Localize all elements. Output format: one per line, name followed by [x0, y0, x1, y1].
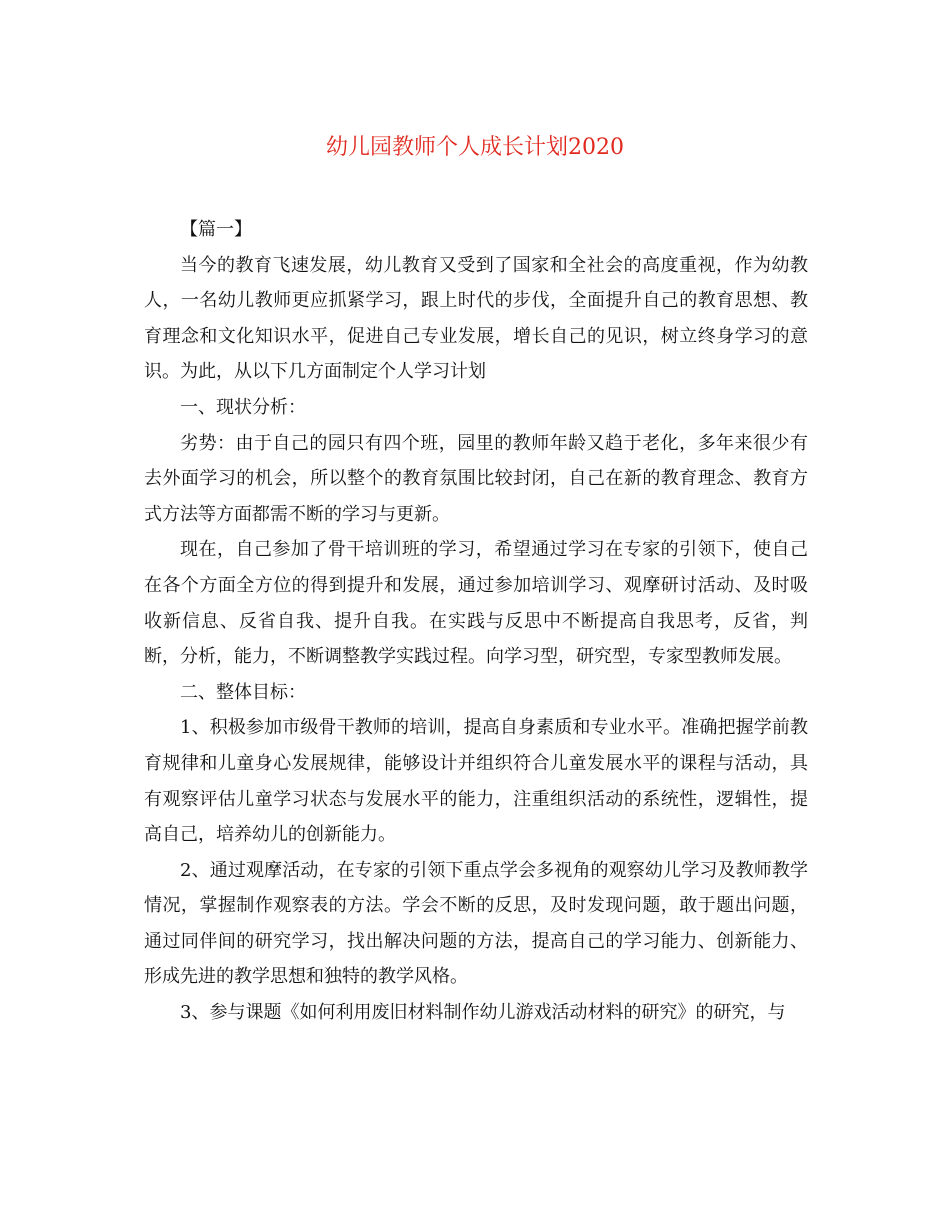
section-heading-current-analysis: 一、现状分析： [180, 396, 306, 418]
paragraph-weaknesses: 劣势：由于自己的园只有四个班，园里的教师年龄又趋于老化，多年来很少有去外面学习的机会，所以整个的教育氛围比较封闭，自己在新的教育理念、教育方式方法等方面都需不断的学习与更新。 [144, 432, 808, 525]
paragraph-introduction: 当今的教育飞速发展，幼儿教育又受到了国家和全社会的高度重视，作为幼教人，一名幼儿教师更应抓紧学习，跟上时代的步伐，全面提升自己的教育思想、教育理念和文化知识水平，促进自己专业发展，增长自己的见识，树立终身学习的意识。为此，从以下几方面制定个人学习计划 [144, 254, 808, 383]
document-body [144, 212, 808, 1031]
paragraph-goal-1: 1、积极参加市级骨干教师的培训，提高自身素质和专业水平。准确把握学前教育规律和儿童身心发展规律，能够设计并组织符合儿童发展水平的课程与活动，具有观察评估儿童学习状态与发展水平的能力，注重组织活动的系统性，逻辑性，提高自己，培养幼儿的创新能力。 [144, 717, 808, 846]
document-title: 幼儿园教师个人成长计划2020 [326, 135, 624, 160]
paragraph-current-situation: 现在，自己参加了骨干培训班的学习，希望通过学习在专家的引领下，使自己在各个方面全方位的得到提升和发展，通过参加培训学习、观摩研讨活动、及时吸收新信息、反省自我、提升自我。在实践与反思中不断提高自我思考，反省，判断，分析，能力，不断调整教学实践过程。向学习型，研究型，专家型教师发展。 [144, 539, 808, 668]
paragraph-goal-2: 2、通过观摩活动，在专家的引领下重点学会多视角的观察幼儿学习及教师教学情况，掌握制作观察表的方法。学会不断的反思，及时发现问题，敢于题出问题，通过同伴间的研究学习，找出解决问题的方法，提高自己的学习能力、创新能力、形成先进的教学思想和独特的教学风格。 [144, 859, 808, 988]
section-heading-part-one: 【篇一】 [180, 219, 252, 240]
paragraph-goal-3: 3、参与课题《如何利用废旧材料制作幼儿游戏活动材料的研究》的研究，与 [180, 1002, 786, 1024]
section-heading-overall-goals: 二、整体目标： [180, 681, 306, 703]
